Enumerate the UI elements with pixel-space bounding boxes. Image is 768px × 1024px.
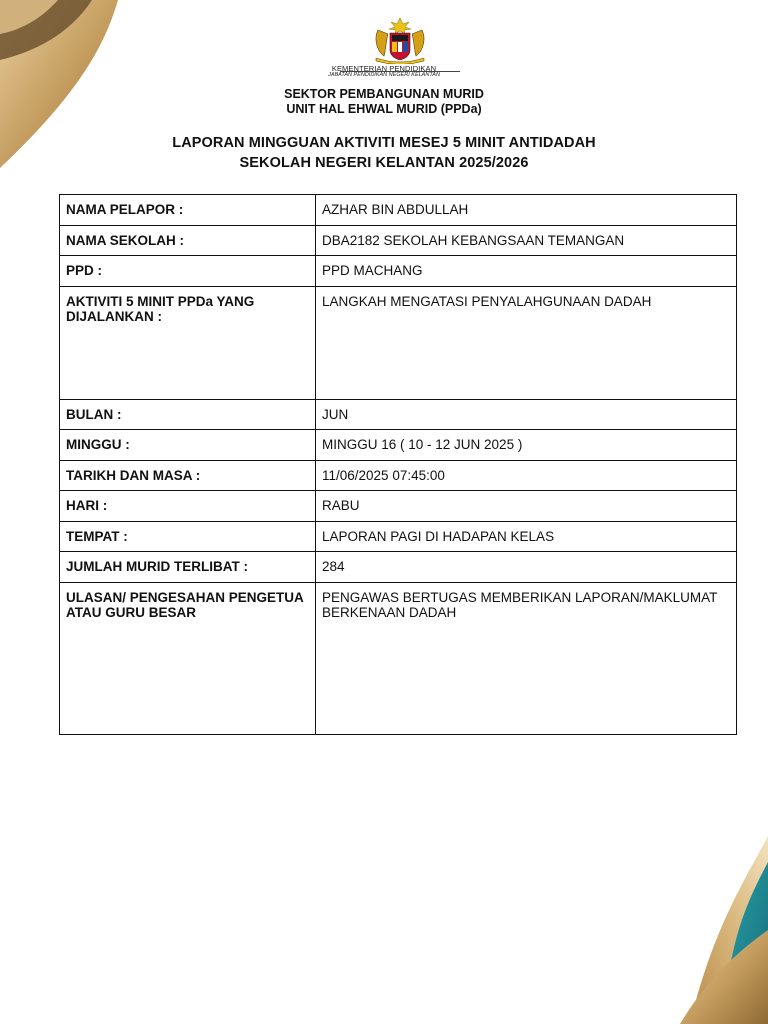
report-title-line-2: SEKOLAH NEGERI KELANTAN 2025/2026: [239, 155, 529, 171]
field-value: 11/06/2025 07:45:00: [316, 460, 737, 491]
field-value: MINGGU 16 ( 10 - 12 JUN 2025 ): [316, 430, 737, 461]
field-label: TARIKH DAN MASA :: [60, 460, 316, 491]
table-row-week: [60, 430, 737, 461]
field-label: PPD :: [60, 256, 316, 287]
table-row-reporter: [60, 195, 737, 226]
field-label: HARI :: [60, 491, 316, 522]
table-row-student-count: [60, 552, 737, 583]
table-row-day: [60, 491, 737, 522]
field-label: AKTIVITI 5 MINIT PPDa YANG DIJALANKAN :: [60, 286, 316, 399]
field-label: BULAN :: [60, 399, 316, 430]
table-row-month: [60, 399, 737, 430]
report-table: [59, 194, 737, 735]
report-title-line-1: LAPORAN MINGGUAN AKTIVITI MESEJ 5 MINIT ANTIDADAH: [172, 135, 596, 151]
field-label: TEMPAT :: [60, 521, 316, 552]
field-value: PPD MACHANG: [316, 256, 737, 287]
table-row-activity: [60, 286, 737, 399]
department-name: JABATAN PENDIDIKAN NEGERI KELANTAN: [328, 72, 440, 78]
field-value: AZHAR BIN ABDULLAH: [316, 195, 737, 226]
ministry-name: KEMENTERIAN PENDIDIKAN: [331, 64, 437, 73]
field-label: JUMLAH MURID TERLIBAT :: [60, 552, 316, 583]
field-value: JUN: [316, 399, 737, 430]
table-row-datetime: [60, 460, 737, 491]
field-value: DBA2182 SEKOLAH KEBANGSAAN TEMANGAN: [316, 225, 737, 256]
field-label: NAMA PELAPOR :: [60, 195, 316, 226]
table-row-review: [60, 582, 737, 734]
field-value: 284: [316, 552, 737, 583]
table-row-ppd: [60, 256, 737, 287]
field-value: LANGKAH MENGATASI PENYALAHGUNAAN DADAH: [316, 286, 737, 399]
table-row-place: [60, 521, 737, 552]
unit-heading: UNIT HAL EHWAL MURID (PPDa): [286, 102, 482, 116]
field-label: MINGGU :: [60, 430, 316, 461]
field-value: PENGAWAS BERTUGAS MEMBERIKAN LAPORAN/MAKLUMAT BERKENAAN DADAH: [316, 582, 737, 734]
malaysia-coat-of-arms-icon: [368, 16, 432, 64]
field-value: LAPORAN PAGI DI HADAPAN KELAS: [316, 521, 737, 552]
sector-heading: SEKTOR PEMBANGUNAN MURID: [284, 87, 484, 101]
field-label: ULASAN/ PENGESAHAN PENGETUA ATAU GURU BESAR: [60, 582, 316, 734]
field-value: RABU: [316, 491, 737, 522]
field-label: NAMA SEKOLAH :: [60, 225, 316, 256]
table-row-school: [60, 225, 737, 256]
